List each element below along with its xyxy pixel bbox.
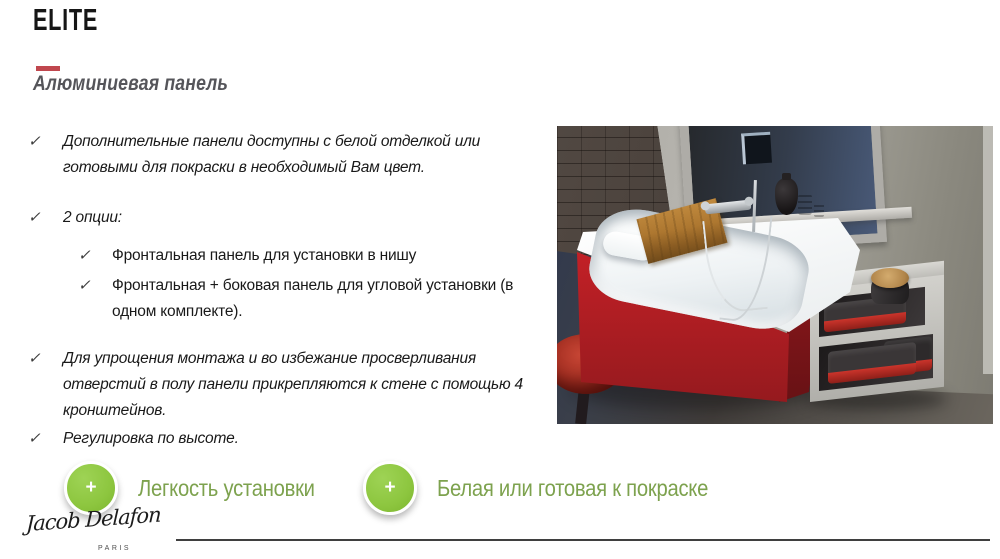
bullet-text: Регулировка по высоте. [63, 430, 239, 447]
photo-canister [871, 268, 909, 304]
check-icon: ✓ [78, 247, 91, 264]
bullet-text: Для упрощения монтажа и во избежание просверливания отверстий в полу панели прикрепляются к стене с помощью 4 кронштейнов. [63, 350, 523, 419]
plus-icon: + [85, 476, 97, 498]
check-icon: ✓ [28, 350, 41, 367]
bullet-text: Фронтальная панель для установки в нишу [112, 247, 417, 264]
section-subtitle: Алюминиевая панель [33, 72, 229, 95]
feature-label: Легкость установки [138, 474, 315, 501]
footer-divider [176, 539, 990, 541]
photo-decor-object [798, 194, 812, 215]
jacob-delafon-logo [25, 502, 176, 552]
check-icon: ✓ [78, 277, 91, 294]
product-photo-bathtub-scene [557, 126, 993, 424]
photo-wall-corner [983, 126, 993, 374]
accent-bar [36, 66, 60, 71]
check-icon: ✓ [28, 133, 41, 150]
brand-city: PARIS [98, 545, 131, 552]
feature-white-or-paintable [363, 461, 745, 515]
page-title: ELITE [33, 2, 98, 37]
plus-button[interactable] [363, 461, 417, 515]
bullet-wall-brackets [28, 346, 543, 424]
bullet-height-adjust [28, 426, 543, 452]
feature-label: Белая или готовая к покраске [437, 474, 709, 501]
bullet-text: 2 опции: [63, 209, 122, 226]
bullet-text: Фронтальная + боковая панель для угловой установки (в одном комплекте). [112, 277, 514, 320]
photo-window-reflection [741, 132, 772, 165]
bullet-two-options [28, 205, 543, 231]
sub-bullet-front-panel [78, 243, 544, 269]
bullet-panels-finish [28, 129, 543, 181]
plus-icon: + [384, 476, 396, 498]
check-icon: ✓ [28, 430, 41, 447]
photo-decor-object [814, 203, 824, 217]
sub-bullet-front-side-panel [78, 273, 544, 325]
bullet-text: Дополнительные панели доступны с белой отделкой или готовыми для покраски в необходимый Вам цвет. [63, 133, 481, 176]
canister-cork-lid [871, 268, 909, 288]
brand-signature: Jacob Delafon [25, 502, 161, 537]
check-icon: ✓ [28, 209, 41, 226]
